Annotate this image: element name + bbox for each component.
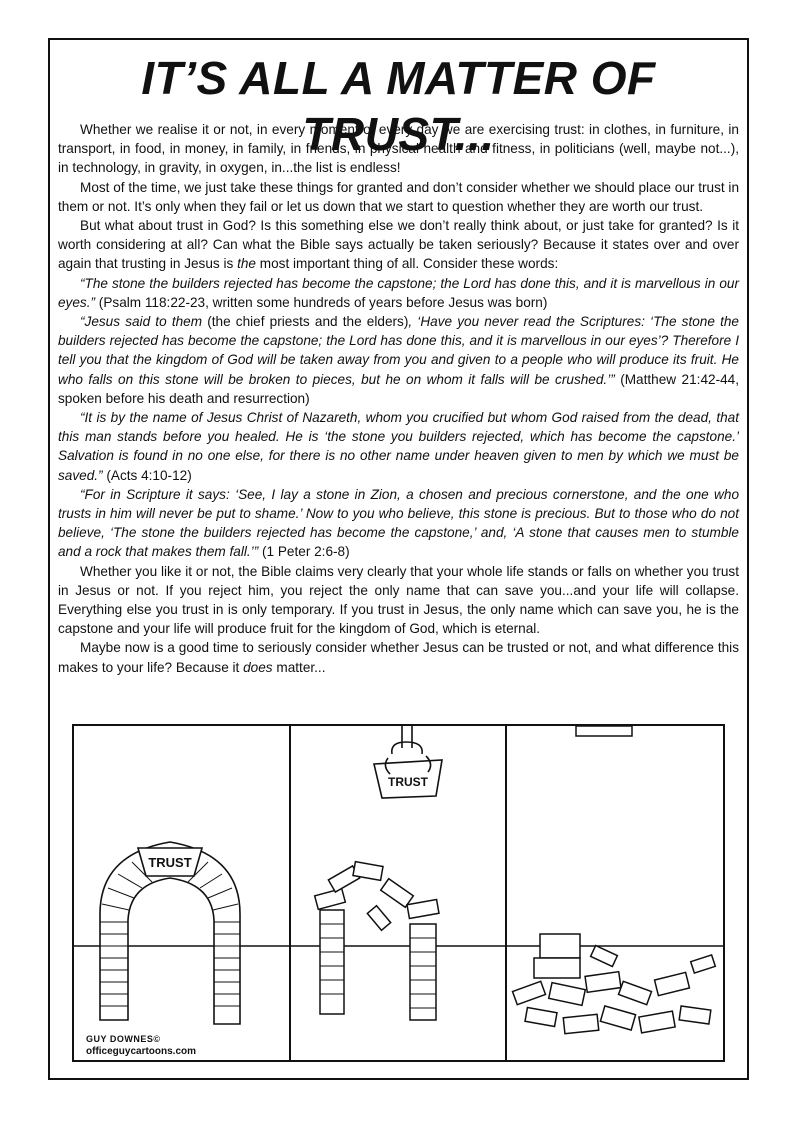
quote-matthew bbox=[58, 312, 739, 408]
paragraph-2: Most of the time, we just take these things for granted and don’t consider whether we should place our trust in them or not. It’s only when they fail or let us down that we start to question whether they are worth our trust. bbox=[58, 179, 739, 214]
quote-peter bbox=[58, 485, 739, 562]
quote-matthew-aside: (the chief priests and the elders) bbox=[202, 314, 409, 330]
paragraph-final bbox=[58, 638, 739, 676]
paragraph-3-emphasis: the bbox=[237, 256, 256, 272]
paragraph-3-text-end: most important thing of all. Consider these words: bbox=[256, 256, 559, 272]
quote-matthew-text-a: “Jesus said to them bbox=[80, 314, 203, 330]
trust-cartoon bbox=[72, 724, 725, 1062]
quote-psalm-ref: (Psalm 118:22-23, written some hundreds of years before Jesus was born) bbox=[95, 294, 548, 310]
keystone-label: TRUST bbox=[148, 855, 192, 870]
quote-acts-ref: (Acts 4:10-12) bbox=[102, 467, 192, 483]
article-body bbox=[58, 120, 739, 677]
page-title: IT’S ALL A MATTER OF TRUST... bbox=[141, 52, 656, 160]
paragraph-3-text: But what about trust in God? Is this something else we don’t really think about, or just take for granted? Is it worth considering at all? Can what the Bible says actually be taken seriously? Because it states over and over again that trusting in Jesus is bbox=[58, 218, 739, 272]
paragraph-1: Whether we realise it or not, in every moment of every day we are exercising trust: in clothes, in furniture, in transport, in food, in money, in family, in friends, in physical health and fitness, in politicians (well, maybe not...), in technology, in gravity, in oxygen, in...the list is endless! bbox=[58, 122, 739, 176]
quote-peter-text: “For in Scripture it says: ‘See, I lay a stone in Zion, a chosen and precious cornerstone, and the one who trusts in him will never be put to shame.’ Now to you who believe, this stone is precious. But to those who do not believe, ‘The stone the builders rejected has become the capstone,’ and, ‘A stone that causes men to stumble and a rock that makes them fall.’” bbox=[58, 486, 739, 560]
cartoon-credit-name: GUY DOWNES© bbox=[86, 1034, 161, 1044]
lifted-keystone-label: TRUST bbox=[388, 775, 428, 789]
quote-psalm-text: “The stone the builders rejected has become the capstone; the Lord has done this, and it is marvellous in our eyes.” bbox=[58, 275, 739, 310]
quote-peter-ref: (1 Peter 2:6-8) bbox=[258, 544, 350, 560]
quote-acts bbox=[58, 408, 739, 485]
quote-acts-text: “It is by the name of Jesus Christ of Nazareth, whom you crucified but whom God raised from the dead, that this man stands before you healed. He is ‘the stone you builders rejected, which has become the capstone.’ Salvation is found in no one else, for there is no other name under heaven given to men by which we must be saved.” bbox=[58, 410, 739, 483]
quote-psalm bbox=[58, 274, 739, 312]
cartoon-credit-site: officeguycartoons.com bbox=[86, 1046, 197, 1057]
paragraph-3 bbox=[58, 216, 739, 274]
paragraph-final-text: Maybe now is a good time to seriously consider whether Jesus can be trusted or not, and what difference this makes to your life? Because it bbox=[58, 640, 739, 675]
quote-matthew-ref: (Matthew 21:42-44, spoken before his death and resurrection) bbox=[58, 371, 739, 406]
paragraph-final-text-end: matter... bbox=[272, 659, 326, 675]
quote-matthew-text-b: , ‘Have you never read the Scriptures: ‘The stone the builders rejected has become the capstone; the Lord has done this, and it is marvellous in our eyes’? Therefore I tell you that the kingdom of God will be taken away from you and given to a people who will produce its fruit. He who falls on this stone will be broken to pieces, but he on whom it falls will be crushed.’” bbox=[58, 314, 739, 387]
page-frame bbox=[48, 38, 749, 1080]
paragraph-final-emphasis: does bbox=[243, 659, 273, 675]
paragraph-conclusion: Whether you like it or not, the Bible claims very clearly that your whole life stands or falls on whether you trust in Jesus or not. If you reject him, you reject the only name that can save you...and your life will collapse. Everything else you trust in is only temporary. If you trust in Jesus, the only name which can save you, he is the capstone and your life will produce fruit for the kingdom of God, which is eternal. bbox=[58, 563, 739, 637]
